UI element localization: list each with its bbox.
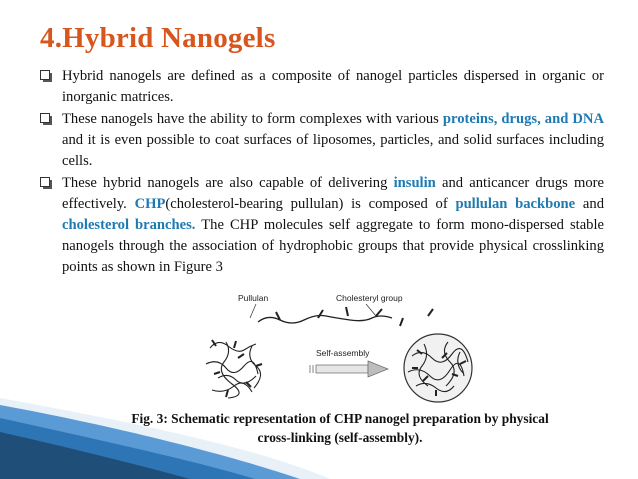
bullet-item bbox=[38, 173, 604, 278]
bullet-text: and it is even possible to coat surfaces of liposomes, particles, and solid surfaces including cells. bbox=[62, 132, 604, 169]
square-bullet-icon bbox=[40, 70, 50, 80]
figure-label-self-assembly: Self-assembly bbox=[316, 348, 370, 358]
bullet-text: The CHP molecules self aggregate to form mono-dispersed stable nanogels through the association of hydrophobic groups that provide physical crosslinking points as shown in Figure 3 bbox=[62, 217, 604, 275]
square-bullet-icon bbox=[40, 177, 50, 187]
square-bullet-icon bbox=[40, 113, 50, 123]
bullet-text: and anticancer drugs more effectively. bbox=[62, 175, 605, 212]
bullet-text: These nanogels have the ability to form complexes with various bbox=[62, 111, 443, 127]
bullet-text: These hybrid nanogels are also capable of delivering bbox=[62, 175, 394, 191]
bullet-item bbox=[38, 109, 604, 172]
figure-caption bbox=[60, 409, 620, 447]
highlight-text: cholesterol branches. bbox=[62, 217, 196, 233]
highlight-text: insulin bbox=[393, 175, 436, 191]
bullet-text: (cholesterol-bearing pullulan) is composed of bbox=[165, 196, 456, 212]
figure-label-cholesteryl: Cholesteryl group bbox=[336, 293, 403, 303]
highlight-text: proteins, drugs, and DNA bbox=[442, 111, 604, 127]
figure-label-pullulan: Pullulan bbox=[238, 293, 269, 303]
bullet-item bbox=[38, 66, 604, 108]
highlight-text: CHP bbox=[134, 196, 166, 212]
bullet-text: Hybrid nanogels are defined as a composite of nanogel particles dispersed in organic or inorganic matrices. bbox=[62, 68, 604, 105]
caption-line-2: cross-linking (self-assembly). bbox=[257, 430, 423, 445]
bullet-list bbox=[38, 66, 604, 279]
chp-nanogel-figure bbox=[198, 286, 602, 404]
caption-line-1: Fig. 3: Schematic representation of CHP nanogel preparation by physical bbox=[131, 411, 549, 426]
bullet-text: and bbox=[575, 196, 604, 212]
slide-title: 4.Hybrid Nanogels bbox=[40, 22, 276, 54]
highlight-text: pullulan backbone bbox=[455, 196, 576, 212]
